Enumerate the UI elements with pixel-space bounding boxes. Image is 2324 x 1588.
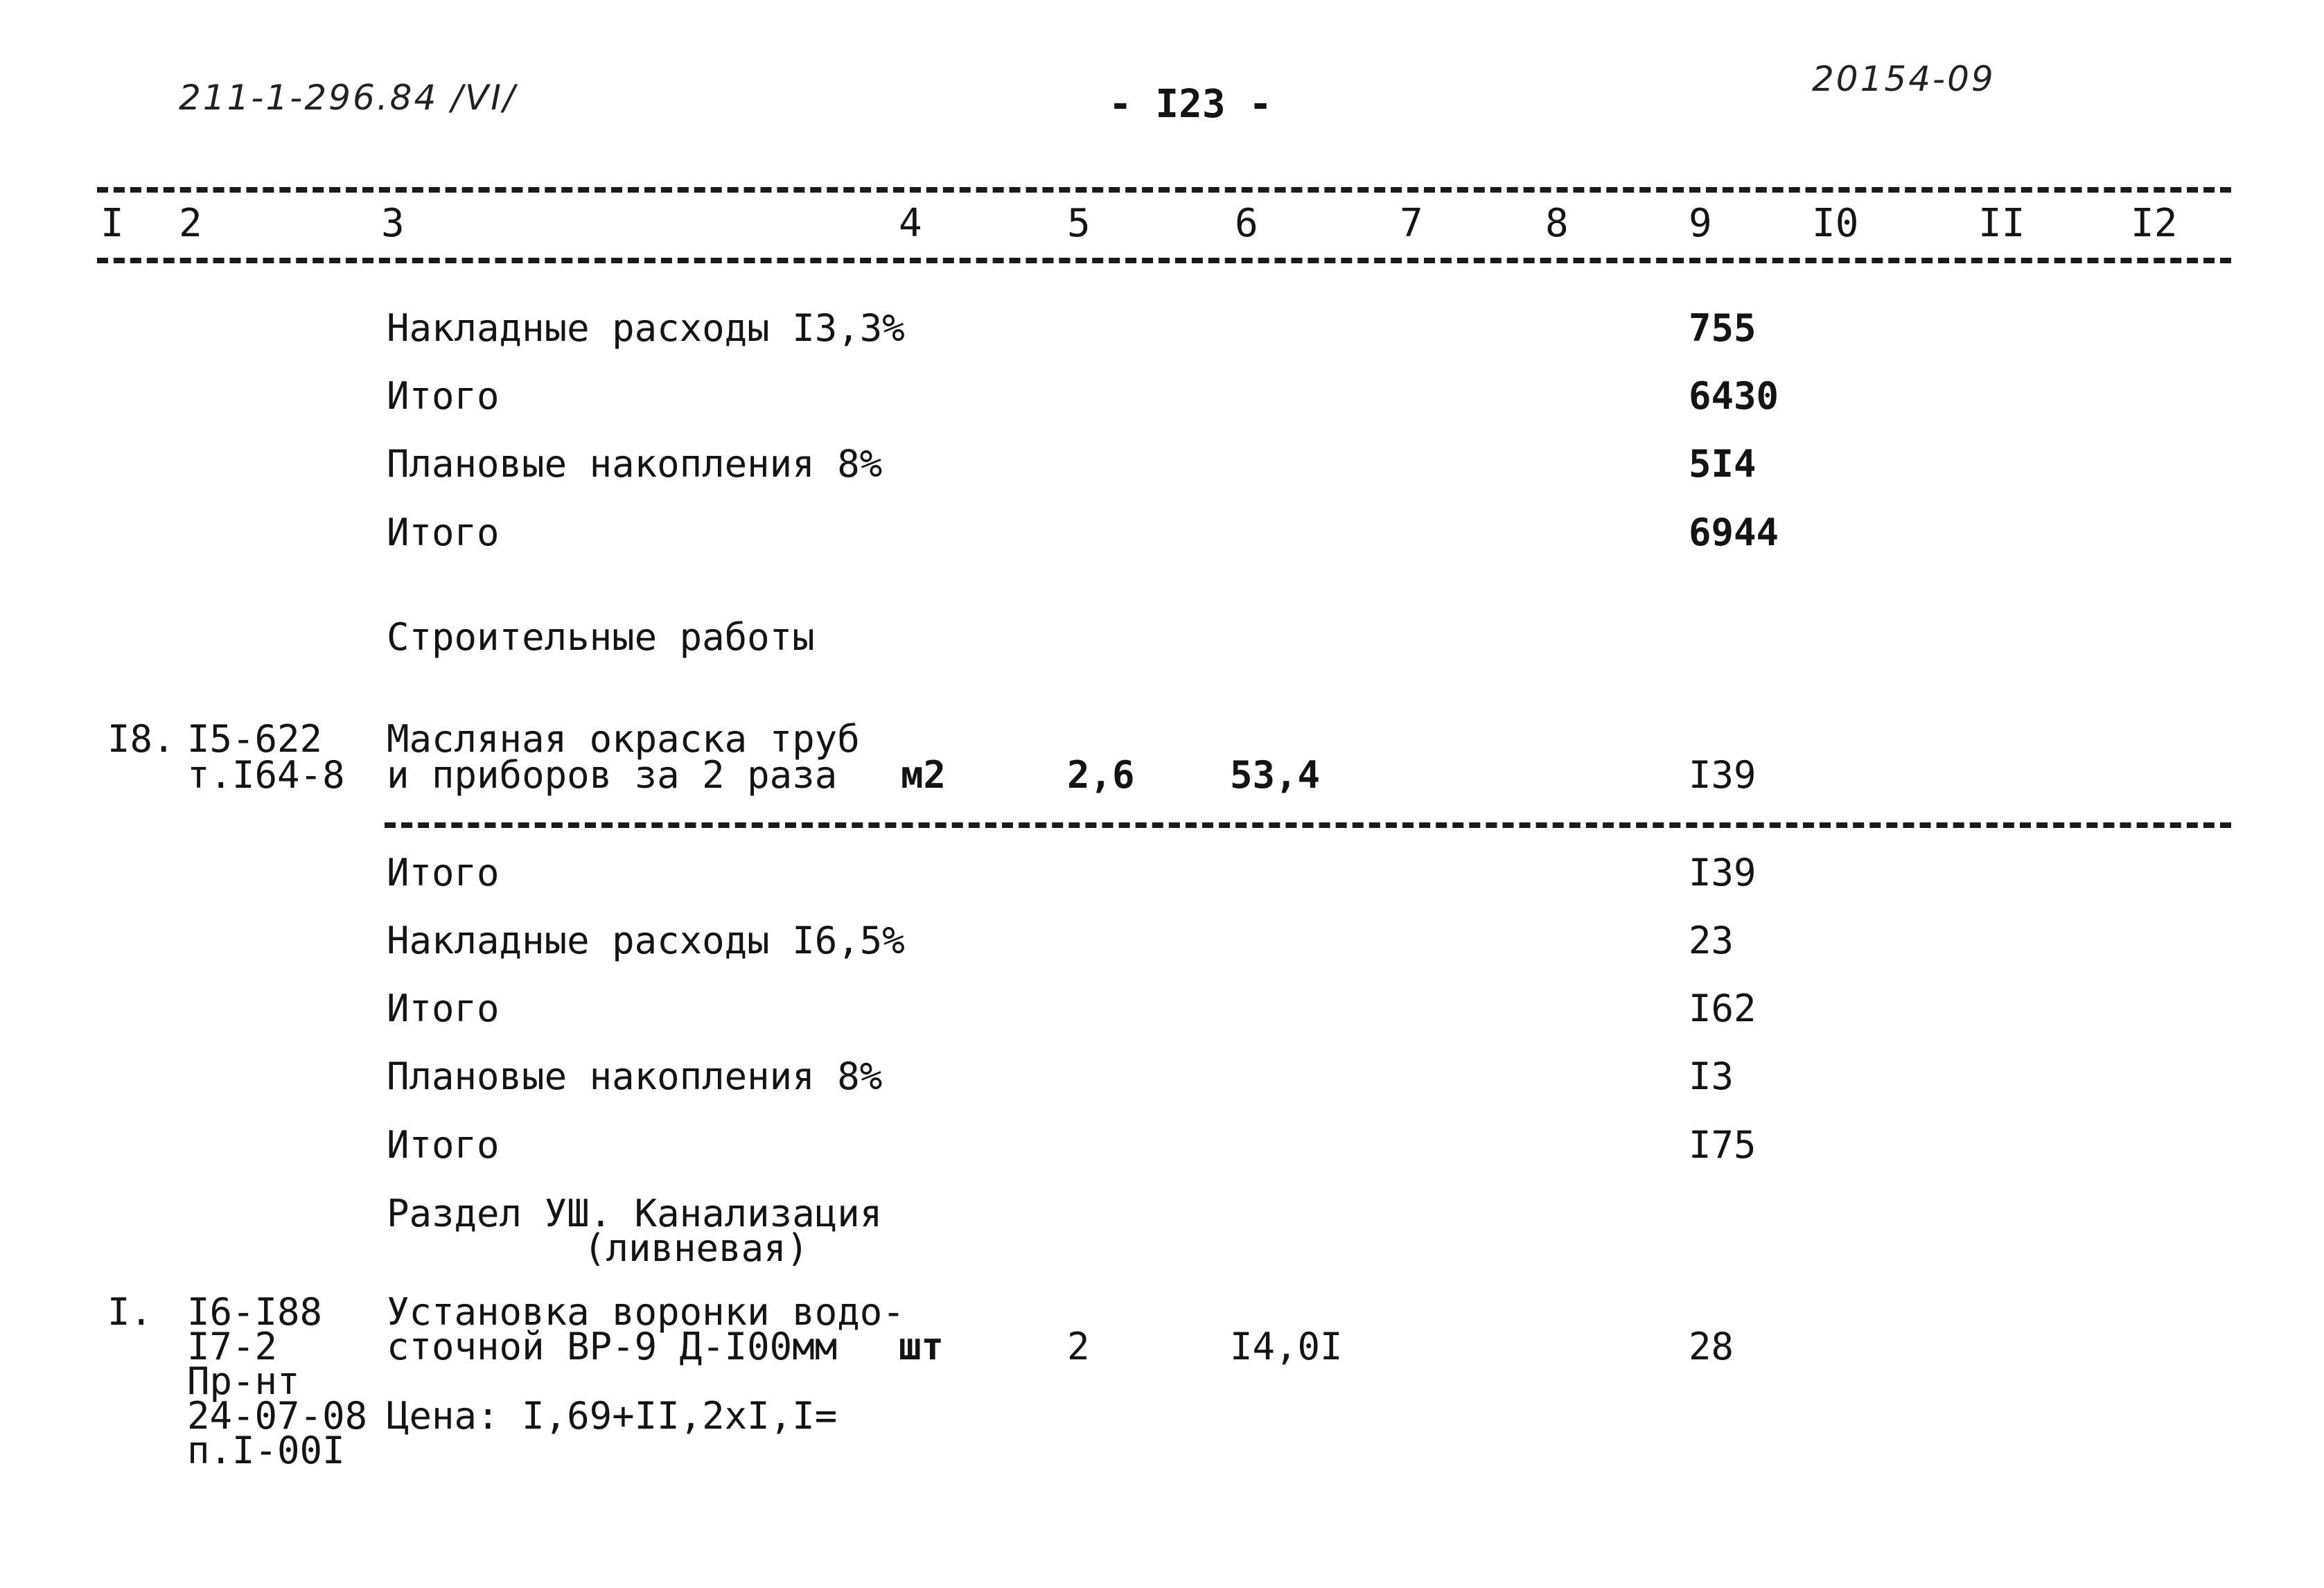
column-8-header: 8 [1545, 201, 1569, 246]
item-unit-price: I4,0I [1230, 1325, 1343, 1368]
header-bottom-rule [97, 258, 2231, 263]
item-code: 24-07-08 [187, 1394, 368, 1438]
item-code: п.I-00I [187, 1429, 345, 1472]
item-description: и приборов за 2 раза [387, 753, 838, 797]
column-5-header: 5 [1067, 201, 1091, 246]
item-total: 28 [1689, 1325, 1734, 1368]
column-6-header: 6 [1235, 201, 1258, 246]
overhead-label: Накладные расходы I6,5% [387, 919, 905, 962]
planned-savings-label: Плановые накопления 8% [387, 442, 883, 486]
overhead-label: Накладные расходы I3,3% [387, 306, 905, 350]
item-unit: шт [899, 1325, 944, 1368]
column-1-header: I [100, 201, 124, 246]
planned-savings-value: 5I4 [1689, 442, 1757, 486]
total-value: I75 [1689, 1123, 1757, 1167]
item-code: I5-622 [187, 717, 323, 761]
item-total: I39 [1689, 753, 1757, 797]
total-label: Итого [387, 511, 500, 554]
total-label: Итого [387, 851, 500, 894]
item-number: I8. [107, 717, 175, 761]
item-code: I7-2 [187, 1325, 278, 1368]
header-top-rule [97, 187, 2231, 193]
item-code: Пр-нт [187, 1359, 300, 1403]
column-9-header: 9 [1689, 201, 1712, 246]
total-label: Итого [387, 987, 500, 1030]
item-code: т.I64-8 [187, 753, 345, 797]
total-value: 6944 [1689, 511, 1779, 554]
item-description: Установка воронки водо- [387, 1290, 905, 1334]
archive-number: 20154-09 [1812, 59, 1996, 99]
section-subheading: (ливневая) [583, 1226, 809, 1270]
item-quantity: 2 [1067, 1325, 1090, 1368]
item-description: сточной ВР-9 Д-I00мм [387, 1325, 838, 1368]
section-heading: Раздел УШ. Канализация [387, 1192, 883, 1235]
planned-savings-value: I3 [1689, 1055, 1734, 1098]
total-value: I62 [1689, 987, 1757, 1030]
item-description: Масляная окраска труб [387, 717, 860, 761]
column-4-header: 4 [899, 201, 922, 246]
price-formula: Цена: I,69+II,2xI,I= [387, 1394, 838, 1438]
column-11-header: II [1978, 201, 2025, 246]
total-value: 6430 [1689, 374, 1779, 418]
overhead-value: 23 [1689, 919, 1734, 962]
item-unit-price: 53,4 [1230, 753, 1321, 797]
overhead-value: 755 [1689, 306, 1757, 350]
section-heading: Строительные работы [387, 615, 815, 659]
planned-savings-label: Плановые накопления 8% [387, 1055, 883, 1098]
column-12-header: I2 [2131, 201, 2178, 246]
item-unit: м2 [901, 753, 947, 797]
column-7-header: 7 [1400, 201, 1423, 246]
total-label: Итого [387, 374, 500, 418]
total-value: I39 [1689, 851, 1757, 894]
item-code: I6-I88 [187, 1290, 323, 1334]
item-number: I. [107, 1290, 153, 1334]
item-quantity: 2,6 [1067, 753, 1135, 797]
page-number: - I23 - [1109, 82, 1273, 127]
document-code: 211-1-296.84 /VI/ [179, 78, 517, 118]
column-2-header: 2 [179, 201, 202, 246]
separator-rule [385, 822, 2231, 828]
column-10-header: I0 [1812, 201, 1859, 246]
column-3-header: 3 [381, 201, 405, 246]
total-label: Итого [387, 1123, 500, 1167]
